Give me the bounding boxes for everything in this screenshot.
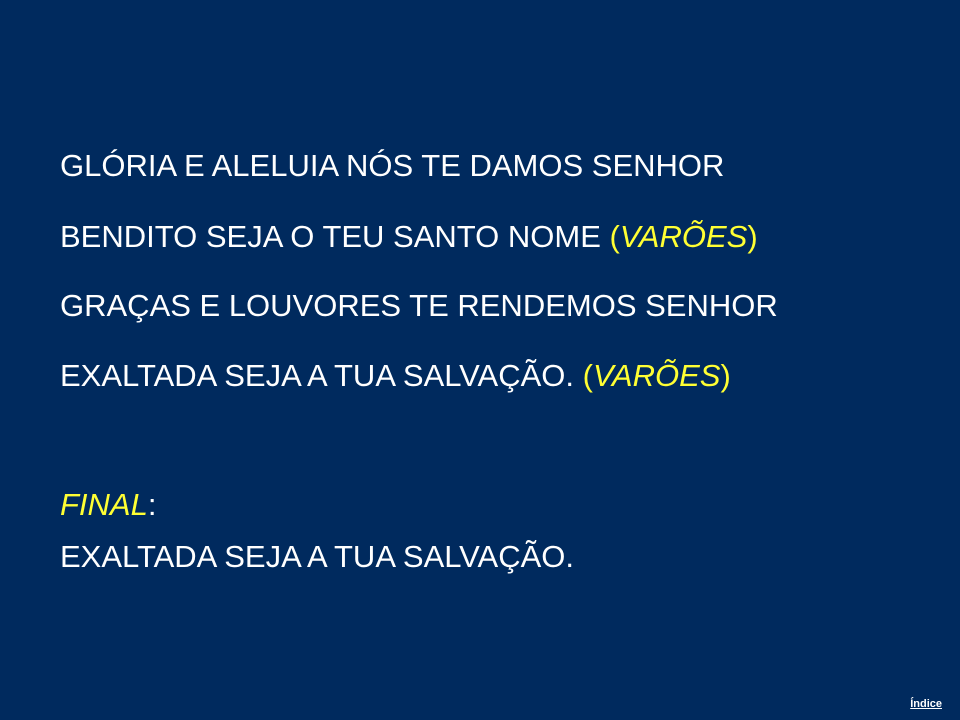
final-label: FINAL [60, 487, 148, 522]
lyric-line-4 [60, 358, 731, 394]
lyric-line-3-text: GRAÇAS E LOUVORES TE RENDEMOS SENHOR [60, 288, 778, 323]
lyric-line-2-paren-open: ( [609, 219, 620, 254]
lyric-line-4-note: VARÕES [592, 358, 721, 393]
final-colon: : [147, 487, 157, 522]
final-heading [60, 487, 156, 523]
lyric-line-3 [60, 288, 778, 324]
lyric-line-2-note: VARÕES [619, 219, 748, 254]
lyric-line-4-paren-close: ) [720, 358, 731, 393]
final-line-text: EXALTADA SEJA A TUA SALVAÇÃO. [60, 539, 575, 574]
lyric-line-2-text: BENDITO SEJA O TEU SANTO NOME [60, 219, 610, 254]
lyric-line-1 [60, 148, 724, 184]
final-line [60, 539, 574, 575]
lyric-line-4-text: EXALTADA SEJA A TUA SALVAÇÃO. [60, 358, 583, 393]
lyric-line-2-paren-close: ) [747, 219, 758, 254]
lyric-line-4-paren-open: ( [582, 358, 593, 393]
lyric-line-1-text: GLÓRIA E ALELUIA NÓS TE DAMOS SENHOR [60, 148, 725, 183]
lyric-line-2 [60, 219, 758, 255]
index-link[interactable]: Índice [910, 698, 942, 710]
